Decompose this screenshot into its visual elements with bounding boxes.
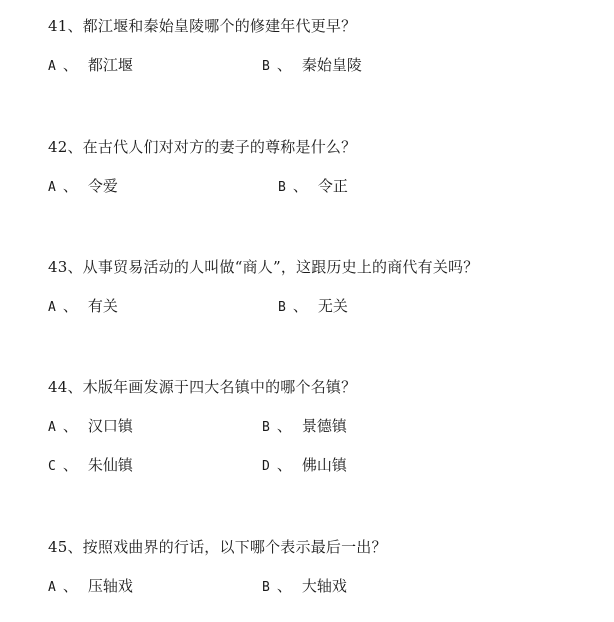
option-separator: 、 (276, 577, 292, 595)
question-44 (48, 377, 602, 475)
option-letter: B (262, 580, 270, 595)
option-text: 大轴戏 (301, 577, 347, 595)
option-a (48, 416, 133, 438)
option-a (48, 576, 133, 598)
question-41 (48, 16, 602, 75)
option-letter: C (48, 459, 56, 474)
option-letter: A (48, 580, 56, 595)
option-separator: 、 (62, 297, 78, 315)
option-separator: 、 (292, 177, 308, 195)
option-text: 令正 (317, 177, 348, 195)
option-letter: B (278, 180, 286, 195)
option-text: 压轴戏 (87, 577, 133, 595)
option-letter: A (48, 420, 56, 435)
question-text: 45、按照戏曲界的行话，以下哪个表示最后一出？ (48, 538, 387, 556)
question-45 (48, 537, 602, 596)
option-c (48, 455, 133, 477)
option-text: 秦始皇陵 (301, 56, 362, 74)
option-b (278, 176, 348, 198)
option-text: 有关 (87, 297, 118, 315)
question-text: 44、木版年画发源于四大名镇中的哪个名镇？ (48, 378, 357, 396)
option-letter: D (262, 459, 270, 474)
option-separator: 、 (62, 456, 78, 474)
option-a (48, 296, 118, 318)
question-43 (48, 257, 602, 316)
option-separator: 、 (62, 56, 78, 74)
option-b (262, 576, 347, 598)
option-letter: A (48, 300, 56, 315)
option-separator: 、 (276, 56, 292, 74)
option-letter: B (278, 300, 286, 315)
option-letter: B (262, 420, 270, 435)
option-a (48, 176, 118, 198)
option-text: 令爱 (87, 177, 118, 195)
option-row (48, 55, 602, 75)
option-separator: 、 (292, 297, 308, 315)
option-letter: A (48, 180, 56, 195)
option-separator: 、 (62, 417, 78, 435)
option-letter: B (262, 59, 270, 74)
option-separator: 、 (276, 417, 292, 435)
option-separator: 、 (62, 577, 78, 595)
option-text: 汉口镇 (87, 417, 133, 435)
option-b (262, 416, 347, 438)
option-b (278, 296, 348, 318)
option-row (48, 416, 602, 436)
option-text: 朱仙镇 (87, 456, 133, 474)
option-row (48, 455, 602, 475)
option-d (262, 455, 347, 477)
option-letter: A (48, 59, 56, 74)
question-text: 41、都江堰和秦始皇陵哪个的修建年代更早？ (48, 17, 357, 35)
option-separator: 、 (62, 177, 78, 195)
option-a (48, 55, 133, 77)
option-separator: 、 (276, 456, 292, 474)
question-text: 43、从事贸易活动的人叫做“商人”，这跟历史上的商代有关吗？ (48, 258, 479, 276)
option-row (48, 576, 602, 596)
option-row (48, 296, 602, 316)
option-row (48, 176, 602, 196)
option-text: 无关 (317, 297, 348, 315)
option-b (262, 55, 362, 77)
question-42 (48, 137, 602, 196)
option-text: 佛山镇 (301, 456, 347, 474)
option-text: 都江堰 (87, 56, 133, 74)
question-text: 42、在古代人们对对方的妻子的尊称是什么？ (48, 138, 357, 156)
option-text: 景德镇 (301, 417, 347, 435)
